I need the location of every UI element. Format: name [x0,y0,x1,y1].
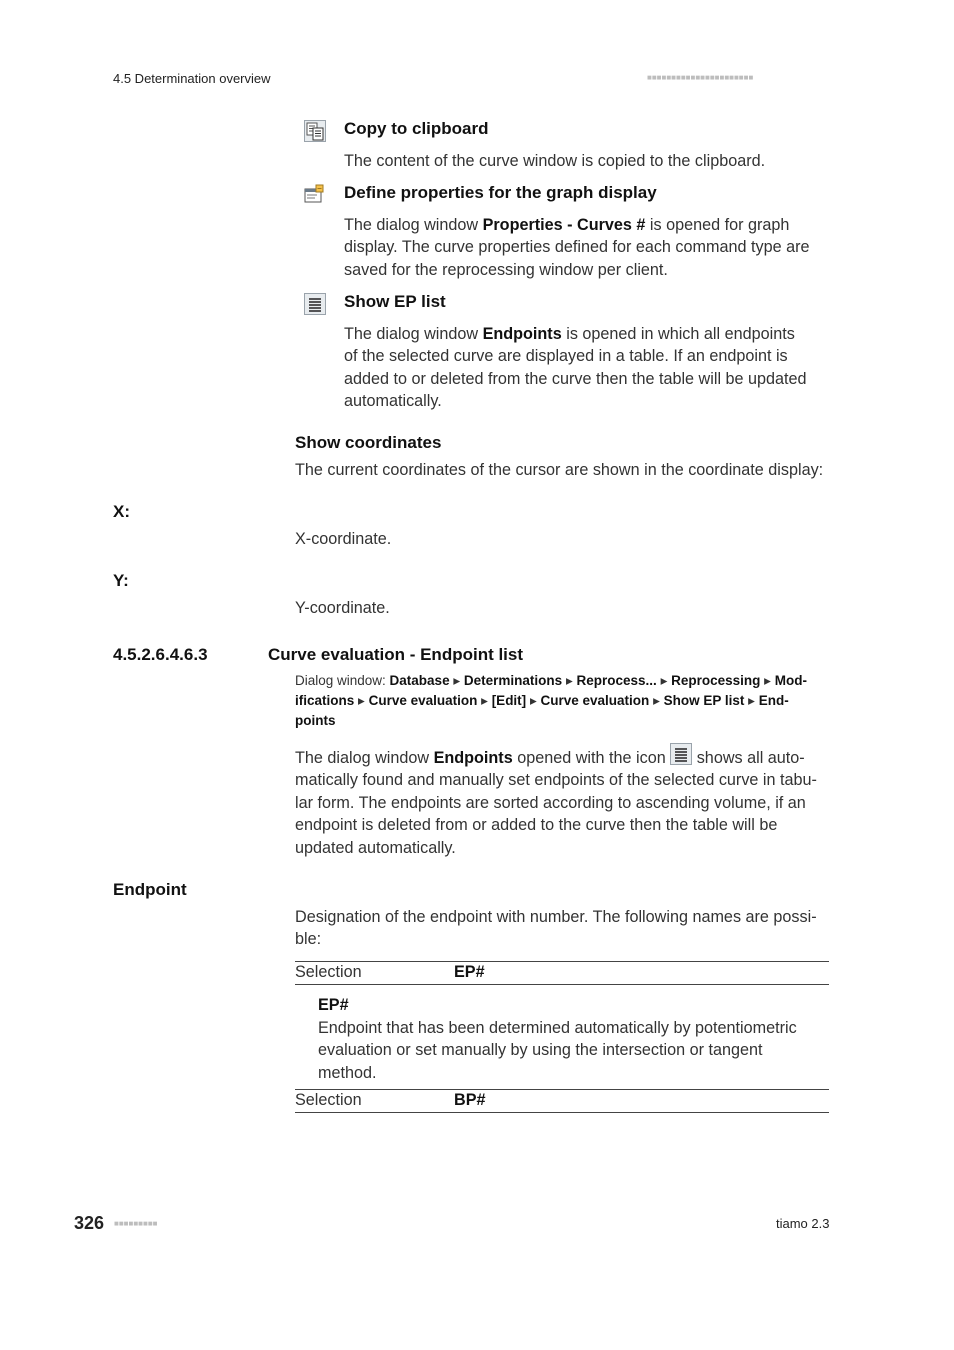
table-rule-top [295,961,829,962]
section-number: 4.5.2.6.4.6.3 [113,645,208,664]
product-name: tiamo 2.3 [776,1216,830,1231]
show-coordinates-desc: The current coordinates of the cursor are shown in the coordinate display: [295,461,824,479]
table-rule-2 [295,1089,829,1090]
dialog-window-path: Dialog window: Database ▸ Determinations ▸ Reprocess... ▸ Reprocessing ▸ Mod- ifications ▸ Curve evaluation ▸ [Edit] ▸ Curve evaluation ▸ Show EP list ▸ End- points [295,673,807,728]
table-rule-bottom [295,1112,829,1113]
selection-key-2: Selection [295,1091,362,1109]
y-label: Y: [113,571,129,590]
copy-clipboard-desc: The content of the curve window is copied to the clipboard. [344,152,766,170]
endpoint-desc: Designation of the endpoint with number. The following names are possi- ble: [295,908,817,949]
footer-decoration: ■■■■■■■■■ [114,1219,158,1228]
table-rule-mid [295,984,829,985]
define-properties-desc: The dialog window Properties - Curves # is opened for graph display. The curve properties defined for each command type are saved for the reprocessing window per client. [344,216,810,279]
ep-list-inline-icon [670,743,692,765]
define-properties-title: Define properties for the graph display [344,183,657,202]
section-paragraph: The dialog window Endpoints opened with the icon shows all auto- matically found and manually set endpoints of the selected curve in tabu- lar form. The endpoints are sorted according to ascending volume, if an endpoint is deleted from or added to the curve then the table will be updated automatically. [295,747,835,859]
show-coordinates-heading: Show coordinates [295,433,442,452]
running-header: 4.5 Determination overview [113,71,271,86]
copy-clipboard-title: Copy to clipboard [344,119,489,138]
show-ep-list-title: Show EP list [344,292,446,311]
selection-value-1: EP# [454,963,485,981]
endpoint-label: Endpoint [113,880,187,899]
section-title: Curve evaluation - Endpoint list [268,645,524,664]
selection-value-2: BP# [454,1091,486,1109]
selection-key-1: Selection [295,963,362,981]
x-desc: X-coordinate. [295,530,392,548]
x-label: X: [113,502,130,521]
y-desc: Y-coordinate. [295,599,390,617]
show-ep-list-desc: The dialog window Endpoints is opened in which all endpoints of the selected curve are displayed in a table. If an endpoint is added to or deleted from the curve then the table will be updated automatically. [344,325,807,411]
ep-list-icon [304,293,326,315]
ep-title: EP# [318,996,349,1014]
graph-properties-icon [303,183,325,205]
copy-clipboard-icon [304,120,326,142]
page-number: 326 [74,1213,105,1233]
ep-desc: Endpoint that has been determined automatically by potentiometric evaluation or set manually by using the intersection or tangent method. [318,1019,797,1082]
header-decoration: ■■■■■■■■■■■■■■■■■■■■■■ [647,73,754,82]
